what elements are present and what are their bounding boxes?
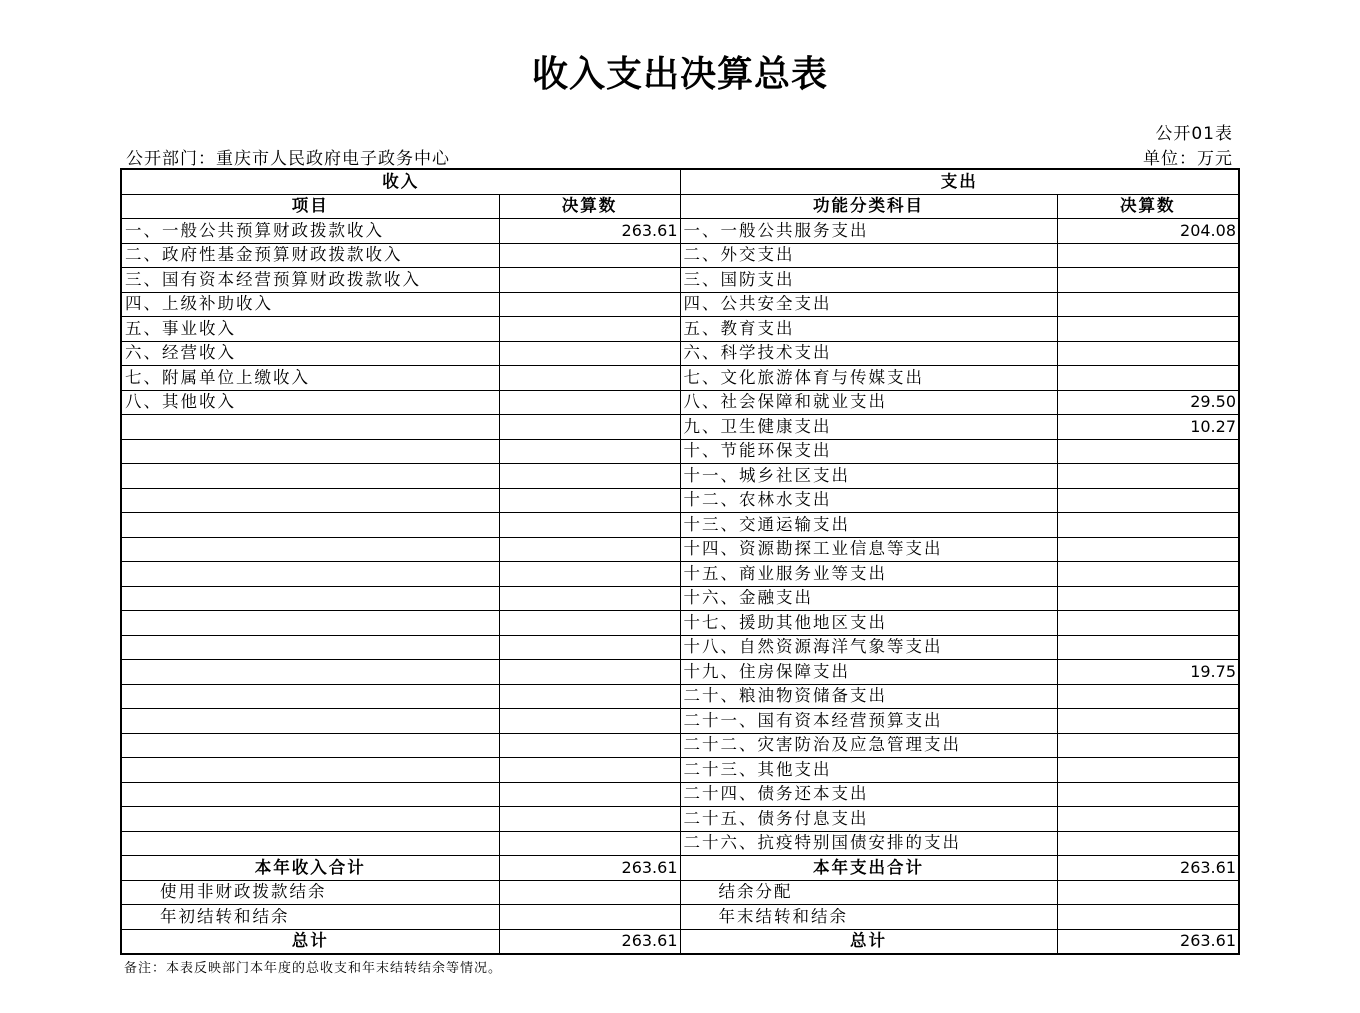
grand-expense-label: 总计: [680, 929, 1057, 954]
income-item-label: 七、附属单位上缴收入: [121, 366, 499, 391]
expense-item-label: 十五、商业服务业等支出: [680, 562, 1057, 587]
income-item-label: [121, 733, 499, 758]
income-item-label: [121, 513, 499, 538]
expense-item-label: 二十一、国有资本经营预算支出: [680, 709, 1057, 734]
expense-item-value: [1057, 782, 1239, 807]
amount-header-2: 决算数: [1057, 194, 1239, 219]
income-item-value: [499, 341, 680, 366]
income-item-label: 二、政府性基金预算财政拨款收入: [121, 243, 499, 268]
income-item-label: [121, 537, 499, 562]
surplus-dist-label: 结余分配: [680, 880, 1057, 905]
end-value: [1057, 905, 1239, 930]
expense-item-label: 十九、住房保障支出: [680, 660, 1057, 685]
expense-item-value: 19.75: [1057, 660, 1239, 685]
income-item-value: 263.61: [499, 219, 680, 244]
table-row: [121, 219, 1239, 244]
form-number: 公开01表: [1155, 124, 1233, 144]
expense-item-value: [1057, 488, 1239, 513]
year-expense-value: 263.61: [1057, 856, 1239, 881]
expense-item-value: [1057, 611, 1239, 636]
income-item-value: [499, 807, 680, 832]
nonfiscal-row: [121, 880, 1239, 905]
table-row: [121, 635, 1239, 660]
begin-label: 年初结转和结余: [121, 905, 499, 930]
expense-item-label: 四、公共安全支出: [680, 292, 1057, 317]
unit-label: 单位：万元: [1143, 149, 1233, 169]
table-row: [121, 758, 1239, 783]
income-item-value: [499, 415, 680, 440]
expense-item-label: 二十五、债务付息支出: [680, 807, 1057, 832]
begin-value: [499, 905, 680, 930]
expense-item-value: [1057, 341, 1239, 366]
expense-item-label: 二十六、抗疫特别国债安排的支出: [680, 831, 1057, 856]
expense-item-value: [1057, 537, 1239, 562]
expense-item-label: 一、一般公共服务支出: [680, 219, 1057, 244]
expense-item-label: 八、社会保障和就业支出: [680, 390, 1057, 415]
expense-item-label: 二十三、其他支出: [680, 758, 1057, 783]
income-item-label: [121, 488, 499, 513]
footnote: 备注：本表反映部门本年度的总收支和年末结转结余等情况。: [124, 961, 503, 976]
grand-total-row: [121, 929, 1239, 954]
income-item-value: [499, 292, 680, 317]
expense-item-value: [1057, 831, 1239, 856]
expense-item-label: 二十、粮油物资储备支出: [680, 684, 1057, 709]
expense-item-value: [1057, 807, 1239, 832]
income-item-value: [499, 782, 680, 807]
year-income-value: 263.61: [499, 856, 680, 881]
income-item-value: [499, 684, 680, 709]
table-row: [121, 611, 1239, 636]
income-item-label: [121, 831, 499, 856]
expense-item-label: 十七、援助其他地区支出: [680, 611, 1057, 636]
table-row: [121, 562, 1239, 587]
expense-item-label: 六、科学技术支出: [680, 341, 1057, 366]
expense-item-value: [1057, 268, 1239, 293]
expense-item-value: [1057, 292, 1239, 317]
expense-item-value: 10.27: [1057, 415, 1239, 440]
expense-item-label: 十四、资源勘探工业信息等支出: [680, 537, 1057, 562]
income-item-value: [499, 464, 680, 489]
table-row: [121, 684, 1239, 709]
item-header: 项目: [121, 194, 499, 219]
income-item-label: 一、一般公共预算财政拨款收入: [121, 219, 499, 244]
table-row: [121, 709, 1239, 734]
expense-item-value: [1057, 586, 1239, 611]
income-header: 收入: [121, 169, 680, 194]
expense-item-value: [1057, 243, 1239, 268]
amount-header: 决算数: [499, 194, 680, 219]
expense-item-value: [1057, 684, 1239, 709]
income-item-value: [499, 733, 680, 758]
expense-item-label: 九、卫生健康支出: [680, 415, 1057, 440]
expense-item-label: 十八、自然资源海洋气象等支出: [680, 635, 1057, 660]
income-item-value: [499, 758, 680, 783]
income-item-value: [499, 439, 680, 464]
page-title: 收入支出决算总表: [531, 53, 828, 95]
table-row: [121, 415, 1239, 440]
table-row: [121, 366, 1239, 391]
table-row: [121, 390, 1239, 415]
income-item-label: [121, 415, 499, 440]
expense-item-label: 五、教育支出: [680, 317, 1057, 342]
table-row: [121, 831, 1239, 856]
income-item-value: [499, 317, 680, 342]
expense-item-label: 二、外交支出: [680, 243, 1057, 268]
income-item-label: [121, 709, 499, 734]
income-item-value: [499, 537, 680, 562]
surplus-dist-value: [1057, 880, 1239, 905]
expense-header: 支出: [680, 169, 1239, 194]
year-income-label: 本年收入合计: [121, 856, 499, 881]
income-item-label: [121, 684, 499, 709]
expense-item-label: 十、节能环保支出: [680, 439, 1057, 464]
nonfiscal-label: 使用非财政拨款结余: [121, 880, 499, 905]
expense-item-value: [1057, 513, 1239, 538]
expense-item-value: [1057, 635, 1239, 660]
income-item-value: [499, 831, 680, 856]
income-item-label: [121, 660, 499, 685]
expense-item-label: 三、国防支出: [680, 268, 1057, 293]
income-item-label: [121, 586, 499, 611]
table-row: [121, 782, 1239, 807]
income-item-label: [121, 782, 499, 807]
income-item-value: [499, 562, 680, 587]
income-item-value: [499, 586, 680, 611]
expense-item-label: 十三、交通运输支出: [680, 513, 1057, 538]
table-row: [121, 439, 1239, 464]
expense-item-label: 二十二、灾害防治及应急管理支出: [680, 733, 1057, 758]
table-row: [121, 513, 1239, 538]
table-row: [121, 586, 1239, 611]
table-row: [121, 807, 1239, 832]
income-item-label: [121, 611, 499, 636]
expense-item-value: [1057, 758, 1239, 783]
table-row: [121, 488, 1239, 513]
income-item-label: [121, 758, 499, 783]
function-header: 功能分类科目: [680, 194, 1057, 219]
table-row: [121, 733, 1239, 758]
year-total-row: [121, 856, 1239, 881]
table-row: [121, 660, 1239, 685]
header-row-2: [121, 194, 1239, 219]
table-row: [121, 464, 1239, 489]
expense-item-label: 七、文化旅游体育与传媒支出: [680, 366, 1057, 391]
income-item-value: [499, 488, 680, 513]
grand-expense-value: 263.61: [1057, 929, 1239, 954]
department-label: 公开部门：重庆市人民政府电子政务中心: [126, 149, 450, 169]
table-row: [121, 341, 1239, 366]
income-item-label: 三、国有资本经营预算财政拨款收入: [121, 268, 499, 293]
income-item-value: [499, 366, 680, 391]
income-item-value: [499, 268, 680, 293]
income-item-label: 六、经营收入: [121, 341, 499, 366]
income-item-value: [499, 513, 680, 538]
income-item-label: [121, 562, 499, 587]
carryover-row: [121, 905, 1239, 930]
end-label: 年末结转和结余: [680, 905, 1057, 930]
income-item-value: [499, 635, 680, 660]
table-row: [121, 317, 1239, 342]
income-item-value: [499, 660, 680, 685]
expense-item-label: 十一、城乡社区支出: [680, 464, 1057, 489]
income-item-label: [121, 807, 499, 832]
expense-item-value: [1057, 317, 1239, 342]
expense-item-value: [1057, 366, 1239, 391]
grand-income-value: 263.61: [499, 929, 680, 954]
expense-item-value: 204.08: [1057, 219, 1239, 244]
header-row-1: [121, 169, 1239, 194]
expense-item-label: 十二、农林水支出: [680, 488, 1057, 513]
expense-item-value: [1057, 562, 1239, 587]
expense-item-value: [1057, 709, 1239, 734]
income-item-label: [121, 635, 499, 660]
income-item-label: 四、上级补助收入: [121, 292, 499, 317]
expense-item-label: 二十四、债务还本支出: [680, 782, 1057, 807]
expense-item-value: [1057, 464, 1239, 489]
income-item-value: [499, 243, 680, 268]
income-item-value: [499, 709, 680, 734]
table-row: [121, 292, 1239, 317]
income-item-label: 五、事业收入: [121, 317, 499, 342]
income-item-label: [121, 439, 499, 464]
year-expense-label: 本年支出合计: [680, 856, 1057, 881]
grand-income-label: 总计: [121, 929, 499, 954]
expense-item-label: 十六、金融支出: [680, 586, 1057, 611]
income-item-label: 八、其他收入: [121, 390, 499, 415]
income-item-value: [499, 611, 680, 636]
expense-item-value: [1057, 439, 1239, 464]
budget-table: [120, 168, 1240, 955]
income-item-value: [499, 390, 680, 415]
nonfiscal-value: [499, 880, 680, 905]
income-item-label: [121, 464, 499, 489]
table-row: [121, 243, 1239, 268]
expense-item-value: [1057, 733, 1239, 758]
expense-item-value: 29.50: [1057, 390, 1239, 415]
table-row: [121, 537, 1239, 562]
table-row: [121, 268, 1239, 293]
